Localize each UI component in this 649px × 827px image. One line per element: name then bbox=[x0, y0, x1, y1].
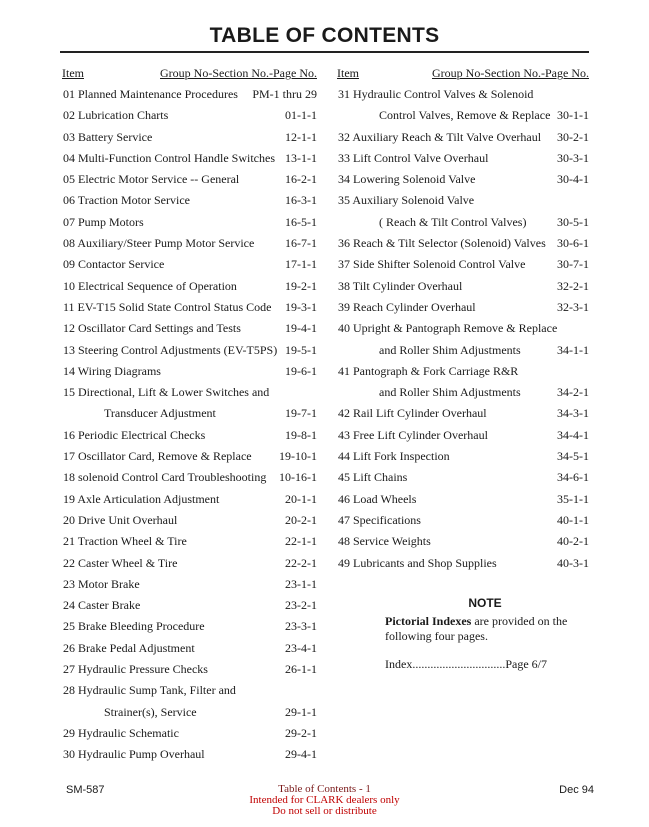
toc-row bbox=[337, 233, 589, 254]
toc-entry-page: 35-1-1 bbox=[557, 491, 589, 506]
toc-entry-page: 34-5-1 bbox=[557, 449, 589, 464]
toc-row bbox=[62, 212, 317, 233]
toc-row bbox=[337, 212, 589, 233]
toc-row bbox=[62, 446, 317, 467]
toc-entry-label: 16 Periodic Electrical Checks bbox=[63, 427, 206, 442]
note-index: Index...............................Page 6/7 bbox=[385, 657, 547, 671]
toc-entry-label: 17 Oscillator Card, Remove & Replace bbox=[63, 449, 252, 464]
toc-row bbox=[337, 105, 589, 126]
toc-entry-label: 47 Specifications bbox=[338, 512, 421, 527]
toc-entry-label: 25 Brake Bleeding Procedure bbox=[63, 619, 205, 634]
toc-entry-label: 10 Electrical Sequence of Operation bbox=[63, 278, 237, 293]
toc-entry-label: 09 Contactor Service bbox=[63, 257, 165, 272]
toc-entry-label: 14 Wiring Diagrams bbox=[63, 363, 161, 378]
toc-entry-page: 23-2-1 bbox=[285, 598, 317, 613]
toc-entry-page: 19-4-1 bbox=[285, 321, 317, 336]
toc-entry-page: 10-16-1 bbox=[279, 470, 317, 485]
toc-entry-page: 30-4-1 bbox=[557, 172, 589, 187]
toc-row bbox=[62, 105, 317, 126]
toc-entry-label: 13 Steering Control Adjustments (EV-T5PS) bbox=[63, 342, 278, 357]
toc-entry-page: 30-2-1 bbox=[557, 129, 589, 144]
toc-entry-page: PM-1 thru 29 bbox=[252, 87, 317, 101]
toc-entry-page: 23-4-1 bbox=[285, 640, 317, 655]
toc-entry-page: 19-7-1 bbox=[285, 406, 317, 421]
toc-entry-label: 45 Lift Chains bbox=[338, 470, 408, 485]
toc-entry-label: 19 Axle Articulation Adjustment bbox=[63, 491, 220, 506]
toc-row bbox=[62, 361, 317, 382]
note-text: are provided on the following four pages. bbox=[385, 614, 568, 643]
toc-row bbox=[62, 702, 317, 723]
toc-entry-page: 30-5-1 bbox=[557, 214, 589, 229]
footer-date: Dec 94 bbox=[559, 784, 594, 796]
toc-entry-label: 30 Hydraulic Pump Overhaul bbox=[63, 747, 205, 762]
note-box bbox=[385, 596, 585, 672]
toc-row bbox=[337, 425, 589, 446]
toc-entry-page: 23-3-1 bbox=[285, 619, 317, 634]
toc-row bbox=[62, 595, 317, 616]
toc-row bbox=[62, 190, 317, 211]
header-group: Group No-Section No.-Page No. bbox=[432, 66, 589, 80]
toc-row bbox=[62, 723, 317, 744]
toc-entry-label: 31 Hydraulic Control Valves & Solenoid bbox=[338, 87, 534, 101]
toc-entry-label: 40 Upright & Pantograph Remove & Replace bbox=[338, 321, 558, 336]
toc-entry-page: 19-8-1 bbox=[285, 427, 317, 442]
toc-row bbox=[62, 510, 317, 531]
toc-row bbox=[62, 574, 317, 595]
note-bold: Pictorial Indexes bbox=[385, 614, 472, 628]
toc-entry-label: ( Reach & Tilt Control Valves) bbox=[379, 214, 527, 229]
toc-entry-page: 26-1-1 bbox=[285, 662, 317, 677]
toc-entry-page: 29-4-1 bbox=[285, 747, 317, 762]
toc-entry-page: 34-6-1 bbox=[557, 470, 589, 485]
toc-entry-label: 42 Rail Lift Cylinder Overhaul bbox=[338, 406, 487, 421]
header-group: Group No-Section No.-Page No. bbox=[160, 66, 317, 80]
note-body bbox=[385, 614, 585, 644]
toc-entry-page: 30-7-1 bbox=[557, 257, 589, 272]
toc-entry-label: 44 Lift Fork Inspection bbox=[338, 449, 450, 464]
toc-entry-label: 02 Lubrication Charts bbox=[63, 108, 169, 123]
toc-row bbox=[337, 403, 589, 424]
toc-entry-label: and Roller Shim Adjustments bbox=[379, 342, 521, 357]
toc-row bbox=[337, 446, 589, 467]
toc-row bbox=[62, 680, 317, 701]
toc-entry-page: 16-7-1 bbox=[285, 236, 317, 251]
header-item: Item bbox=[62, 66, 84, 80]
toc-row bbox=[62, 489, 317, 510]
toc-row bbox=[337, 127, 589, 148]
footer-center bbox=[0, 784, 649, 817]
toc-entry-label: 48 Service Weights bbox=[338, 534, 431, 549]
toc-list-right bbox=[337, 84, 589, 574]
footer-page-label: Table of Contents - 1 bbox=[278, 783, 371, 795]
toc-entry-label: 12 Oscillator Card Settings and Tests bbox=[63, 321, 241, 336]
toc-row bbox=[337, 318, 589, 339]
toc-list-left bbox=[62, 84, 317, 766]
toc-entry-label: 08 Auxiliary/Steer Pump Motor Service bbox=[63, 236, 255, 251]
toc-row bbox=[337, 467, 589, 488]
toc-entry-label: 23 Motor Brake bbox=[63, 576, 140, 591]
toc-row bbox=[62, 148, 317, 169]
toc-row bbox=[62, 169, 317, 190]
toc-entry-label: 37 Side Shifter Solenoid Control Valve bbox=[338, 257, 526, 272]
toc-entry-page: 30-3-1 bbox=[557, 150, 589, 165]
toc-row bbox=[337, 489, 589, 510]
toc-row bbox=[337, 84, 589, 105]
toc-entry-page: 40-1-1 bbox=[557, 512, 589, 527]
toc-entry-page: 40-2-1 bbox=[557, 534, 589, 549]
toc-row bbox=[62, 382, 317, 403]
toc-entry-label: 38 Tilt Cylinder Overhaul bbox=[338, 278, 463, 293]
toc-entry-label: 33 Lift Control Valve Overhaul bbox=[338, 150, 489, 165]
toc-entry-page: 34-1-1 bbox=[557, 342, 589, 357]
toc-row bbox=[337, 276, 589, 297]
toc-entry-page: 29-1-1 bbox=[285, 704, 317, 719]
toc-entry-label: 06 Traction Motor Service bbox=[63, 193, 190, 208]
note-title: NOTE bbox=[468, 596, 502, 610]
toc-entry-label: 41 Pantograph & Fork Carriage R&R bbox=[338, 363, 519, 378]
toc-column-right bbox=[337, 62, 589, 574]
toc-entry-label: 35 Auxiliary Solenoid Valve bbox=[338, 193, 475, 208]
toc-entry-page: 13-1-1 bbox=[285, 150, 317, 165]
toc-entry-page: 19-6-1 bbox=[285, 363, 317, 378]
toc-entry-label: 15 Directional, Lift & Lower Switches and bbox=[63, 385, 270, 400]
footer-notice: Do not sell or distribute bbox=[272, 805, 377, 817]
toc-entry-page: 32-3-1 bbox=[557, 299, 589, 314]
toc-row bbox=[62, 127, 317, 148]
toc-entry-page: 01-1-1 bbox=[285, 108, 317, 123]
toc-entry-label: 36 Reach & Tilt Selector (Solenoid) Valves bbox=[338, 236, 546, 251]
footer-notice: Intended for CLARK dealers only bbox=[249, 794, 400, 806]
toc-entry-label: 20 Drive Unit Overhaul bbox=[63, 512, 178, 527]
toc-entry-label: 27 Hydraulic Pressure Checks bbox=[63, 662, 208, 677]
toc-entry-page: 34-2-1 bbox=[557, 385, 589, 400]
toc-entry-label: 34 Lowering Solenoid Valve bbox=[338, 172, 476, 187]
toc-entry-page: 29-2-1 bbox=[285, 725, 317, 740]
column-header bbox=[62, 62, 317, 84]
toc-entry-page: 34-4-1 bbox=[557, 427, 589, 442]
toc-row bbox=[337, 340, 589, 361]
toc-row bbox=[62, 531, 317, 552]
toc-row bbox=[337, 361, 589, 382]
toc-entry-page: 20-2-1 bbox=[285, 512, 317, 527]
toc-entry-label: 49 Lubricants and Shop Supplies bbox=[338, 555, 497, 570]
toc-row bbox=[62, 425, 317, 446]
toc-entry-label: 28 Hydraulic Sump Tank, Filter and bbox=[63, 683, 236, 698]
toc-entry-label: 24 Caster Brake bbox=[63, 598, 141, 613]
toc-row bbox=[62, 467, 317, 488]
toc-entry-page: 30-1-1 bbox=[557, 108, 589, 123]
toc-row bbox=[62, 659, 317, 680]
toc-entry-label: 07 Pump Motors bbox=[63, 214, 144, 229]
toc-entry-page: 40-3-1 bbox=[557, 555, 589, 570]
toc-entry-page: 34-3-1 bbox=[557, 406, 589, 421]
toc-entry-page: 19-5-1 bbox=[285, 342, 317, 357]
toc-row bbox=[337, 382, 589, 403]
toc-entry-label: Transducer Adjustment bbox=[104, 406, 216, 421]
toc-row bbox=[62, 233, 317, 254]
toc-row bbox=[337, 254, 589, 275]
toc-entry-page: 22-2-1 bbox=[285, 555, 317, 570]
toc-entry-label: 26 Brake Pedal Adjustment bbox=[63, 640, 195, 655]
toc-row bbox=[337, 510, 589, 531]
toc-entry-label: 03 Battery Service bbox=[63, 129, 153, 144]
toc-entry-page: 19-3-1 bbox=[285, 299, 317, 314]
toc-row bbox=[337, 297, 589, 318]
toc-row bbox=[62, 276, 317, 297]
title-rule bbox=[60, 51, 589, 53]
toc-entry-label: 22 Caster Wheel & Tire bbox=[63, 555, 178, 570]
toc-row bbox=[62, 744, 317, 765]
toc-entry-label: 21 Traction Wheel & Tire bbox=[63, 534, 187, 549]
toc-entry-label: 18 solenoid Control Card Troubleshooting bbox=[63, 470, 267, 485]
header-item: Item bbox=[337, 66, 359, 80]
toc-entry-page: 23-1-1 bbox=[285, 576, 317, 591]
toc-entry-label: Strainer(s), Service bbox=[104, 704, 197, 719]
toc-entry-page: 19-10-1 bbox=[279, 449, 317, 464]
toc-row bbox=[337, 148, 589, 169]
toc-entry-label: 39 Reach Cylinder Overhaul bbox=[338, 299, 476, 314]
toc-entry-page: 16-2-1 bbox=[285, 172, 317, 187]
column-header bbox=[337, 62, 589, 84]
toc-entry-label: 43 Free Lift Cylinder Overhaul bbox=[338, 427, 488, 442]
toc-entry-page: 20-1-1 bbox=[285, 491, 317, 506]
toc-row bbox=[62, 254, 317, 275]
toc-column-left bbox=[62, 62, 317, 766]
toc-entry-label: 32 Auxiliary Reach & Tilt Valve Overhaul bbox=[338, 129, 542, 144]
toc-entry-page: 12-1-1 bbox=[285, 129, 317, 144]
toc-row bbox=[337, 531, 589, 552]
toc-entry-page: 16-3-1 bbox=[285, 193, 317, 208]
toc-entry-label: Control Valves, Remove & Replace bbox=[379, 108, 551, 123]
toc-row bbox=[62, 553, 317, 574]
toc-row bbox=[62, 403, 317, 424]
toc-entry-label: 04 Multi-Function Control Handle Switches bbox=[63, 150, 275, 165]
toc-entry-label: 29 Hydraulic Schematic bbox=[63, 725, 179, 740]
toc-row bbox=[62, 340, 317, 361]
toc-entry-label: 46 Load Wheels bbox=[338, 491, 417, 506]
toc-entry-label: 01 Planned Maintenance Procedures bbox=[63, 87, 238, 101]
toc-entry-label: 11 EV-T15 Solid State Control Status Code bbox=[63, 299, 272, 314]
toc-row bbox=[337, 190, 589, 211]
footer-doc-number: SM-587 bbox=[66, 784, 105, 796]
toc-row bbox=[337, 553, 589, 574]
toc-row bbox=[62, 84, 317, 105]
toc-row bbox=[62, 297, 317, 318]
toc-entry-page: 30-6-1 bbox=[557, 236, 589, 251]
toc-row bbox=[62, 318, 317, 339]
toc-entry-page: 22-1-1 bbox=[285, 534, 317, 549]
toc-row bbox=[62, 616, 317, 637]
toc-entry-page: 19-2-1 bbox=[285, 278, 317, 293]
toc-entry-label: 05 Electric Motor Service -- General bbox=[63, 172, 240, 187]
toc-entry-page: 32-2-1 bbox=[557, 278, 589, 293]
toc-entry-label: and Roller Shim Adjustments bbox=[379, 385, 521, 400]
toc-entry-page: 16-5-1 bbox=[285, 214, 317, 229]
page-title: TABLE OF CONTENTS bbox=[209, 24, 440, 47]
toc-row bbox=[337, 169, 589, 190]
toc-row bbox=[62, 638, 317, 659]
toc-entry-page: 17-1-1 bbox=[285, 257, 317, 272]
